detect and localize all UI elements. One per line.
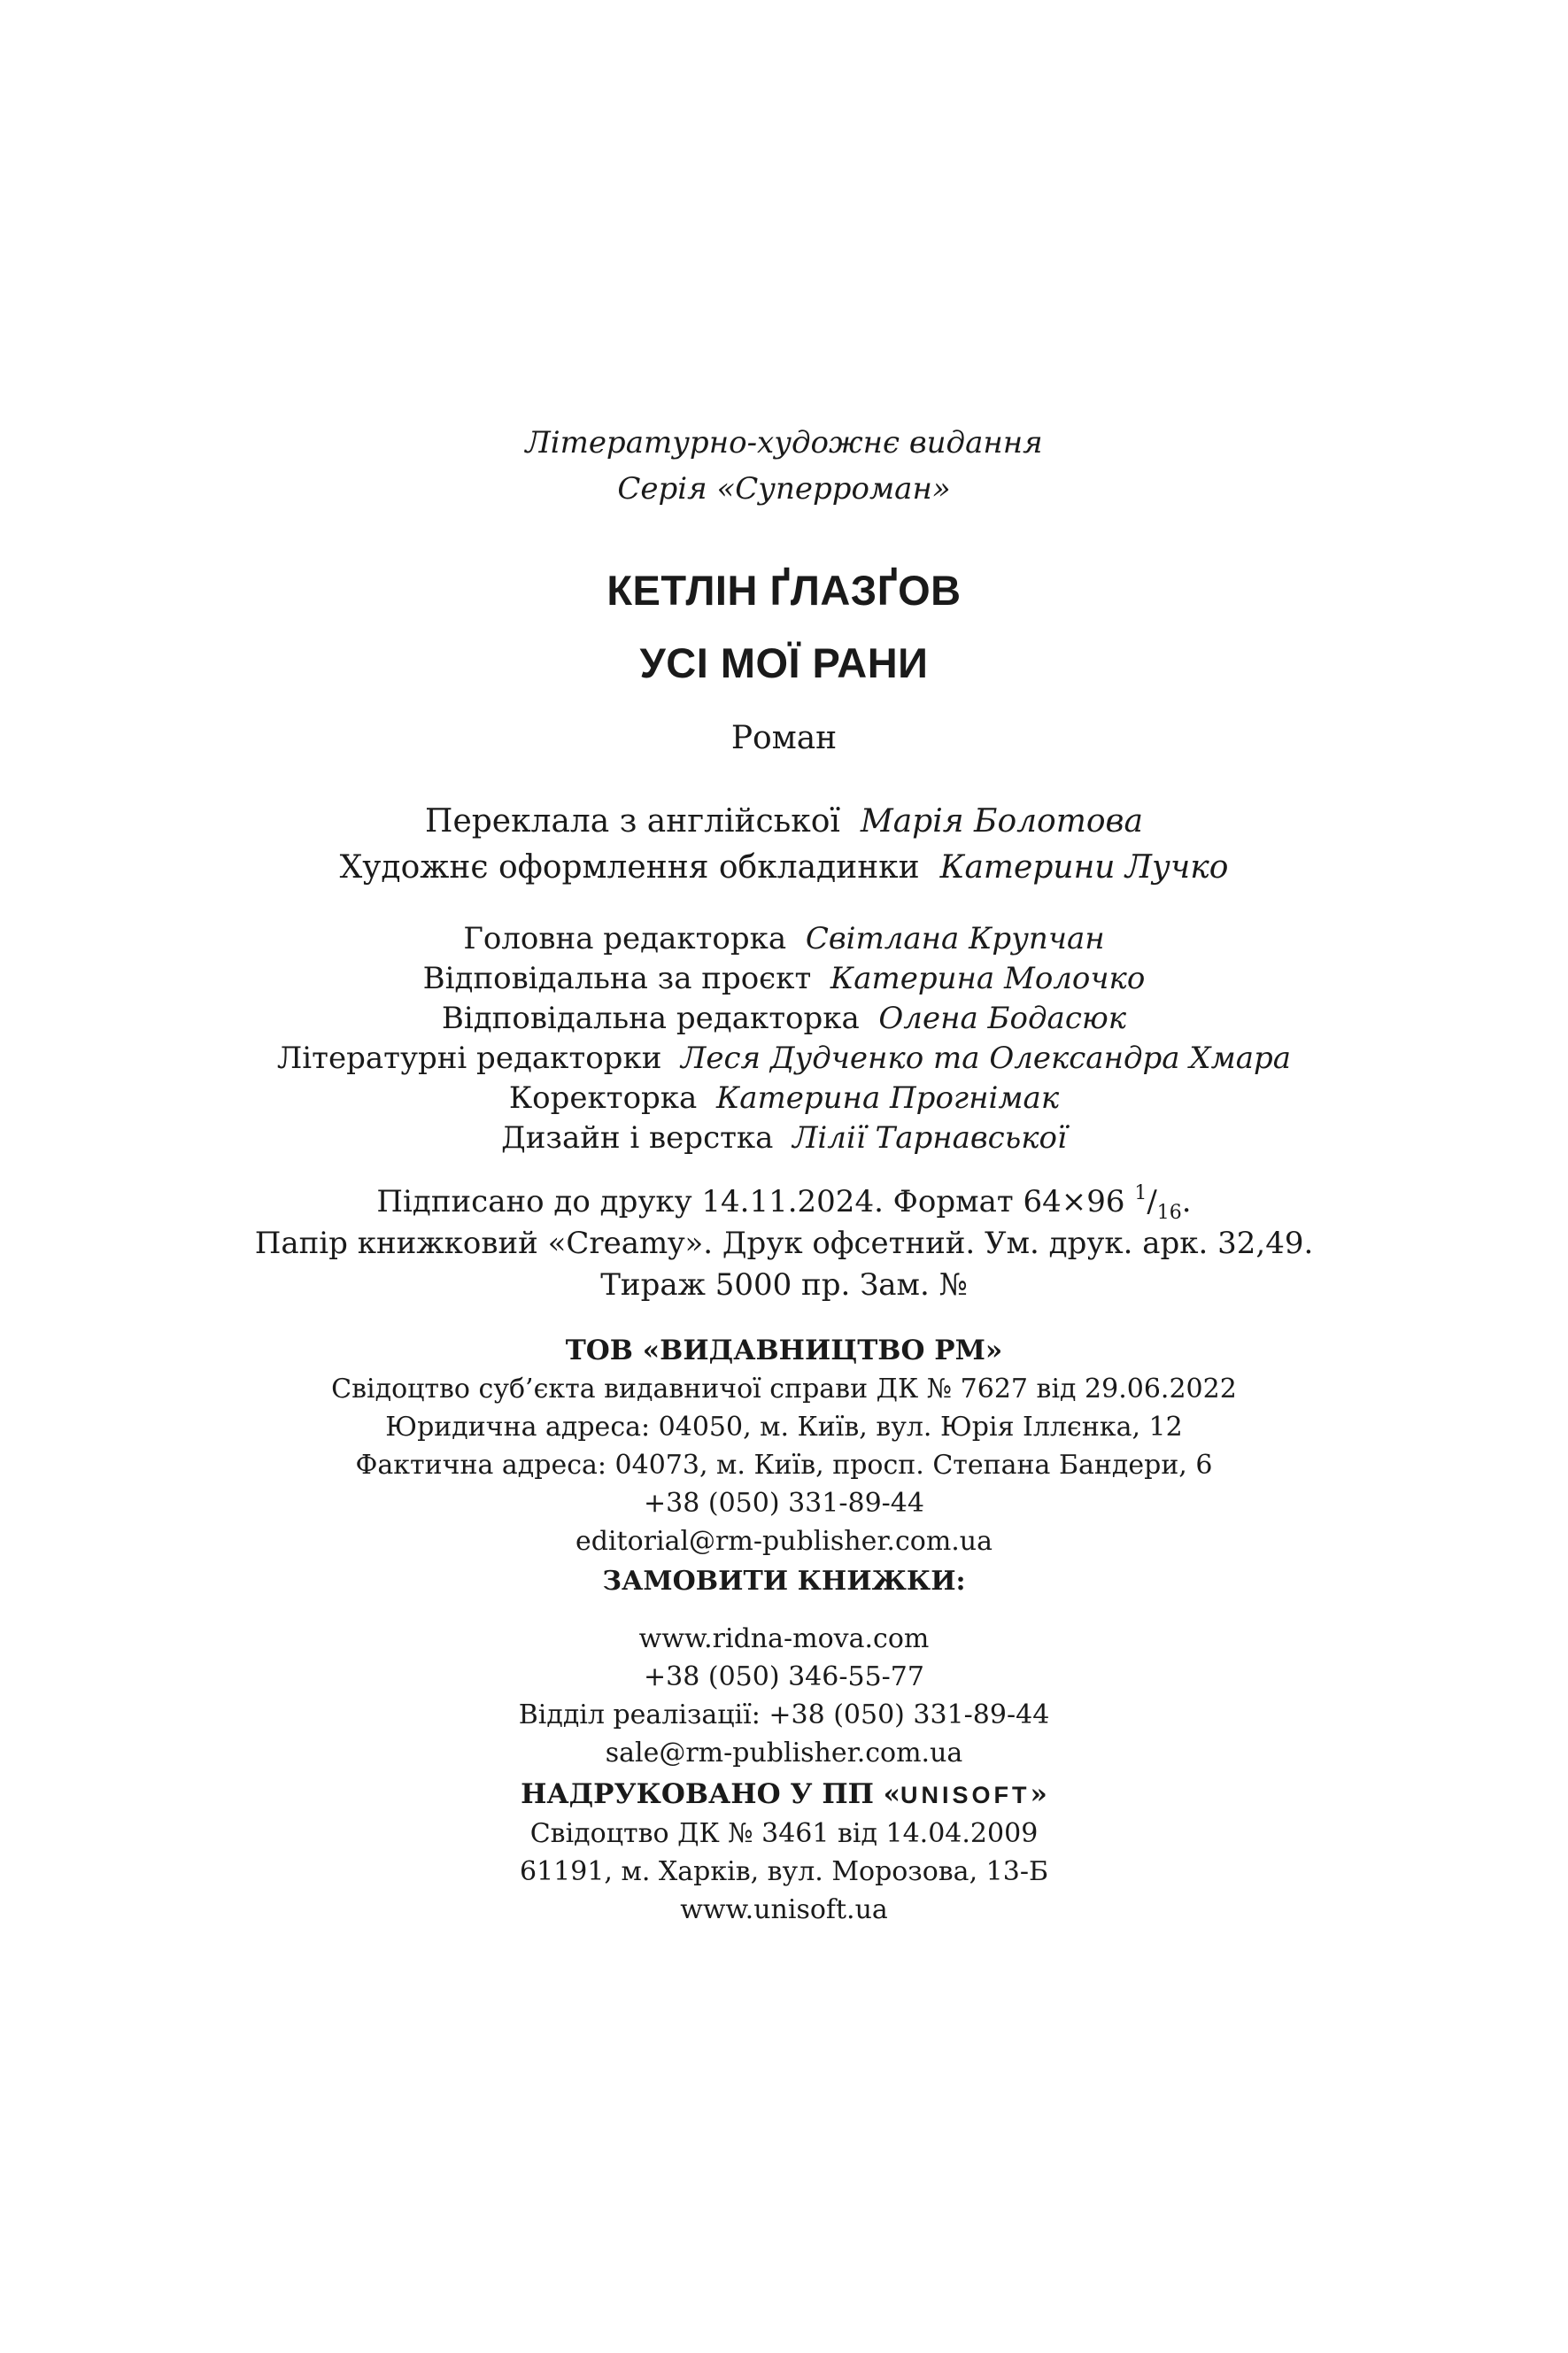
order-website: www.ridna-mova.com xyxy=(638,1623,930,1654)
editor-name: Олена Бодасюк xyxy=(878,1001,1127,1036)
editor-line xyxy=(0,999,1568,1039)
editor-role: Коректорка xyxy=(508,1080,698,1116)
format-denominator: 16 xyxy=(1156,1202,1182,1224)
translation-block xyxy=(0,799,1568,891)
translator-name: Марія Болотова xyxy=(860,803,1143,840)
printer-website: www.unisoft.ua xyxy=(680,1894,888,1925)
genre-block xyxy=(0,716,1568,762)
editor-role: Відповідальна редакторка xyxy=(441,1001,860,1036)
printer-block xyxy=(0,1776,1568,1929)
cover-line xyxy=(0,845,1568,891)
format-separator: / xyxy=(1147,1184,1157,1219)
editor-role: Відповідальна за проєкт xyxy=(422,961,812,996)
paper-line: Папір книжковий «Creamy». Друк офсетний. Ум. друк. арк. 32,49. xyxy=(254,1226,1314,1261)
printer-address: 61191, м. Харків, вул. Морозова, 13-Б xyxy=(519,1856,1048,1887)
format-end: . xyxy=(1181,1184,1192,1219)
publisher-legal-address: Юридична адреса: 04050, м. Київ, вул. Юрія Іллєнка, 12 xyxy=(385,1412,1183,1443)
order-phone: +38 (050) 346-55-77 xyxy=(644,1661,924,1692)
order-block xyxy=(0,1620,1568,1772)
order-heading-block xyxy=(0,1562,1568,1600)
editor-role: Дизайн і верстка xyxy=(501,1120,774,1156)
publisher-email: editorial@rm-publisher.com.ua xyxy=(575,1526,993,1557)
signed-line xyxy=(0,1181,1568,1223)
signed-text: Підписано до друку 14.11.2024. Формат 64×96 xyxy=(376,1184,1125,1219)
translator-line xyxy=(0,799,1568,845)
cover-label: Художнє оформлення обкладинки xyxy=(339,849,920,886)
editor-name: Катерина Молочко xyxy=(830,961,1146,996)
publisher-name: ТОВ «ВИДАВНИЦТВО РМ» xyxy=(565,1335,1003,1366)
publisher-actual-address: Фактична адреса: 04073, м. Київ, просп. Степана Бандери, 6 xyxy=(355,1450,1213,1481)
editor-role: Літературні редакторки xyxy=(276,1041,662,1076)
print-details-block xyxy=(0,1181,1568,1306)
editor-line xyxy=(0,1039,1568,1079)
printer-brand: UNISOFT xyxy=(900,1782,1031,1808)
publisher-block xyxy=(0,1332,1568,1560)
editor-line xyxy=(0,1079,1568,1118)
order-heading: ЗАМОВИТИ КНИЖКИ: xyxy=(602,1566,966,1597)
series-name: Серія «Суперроман» xyxy=(617,471,951,507)
printer-heading xyxy=(0,1776,1568,1815)
translated-label: Переклала з англійської xyxy=(425,803,840,840)
editor-line xyxy=(0,1118,1568,1158)
editor-name: Світлана Крупчан xyxy=(805,921,1105,956)
order-email: sale@rm-publisher.com.ua xyxy=(605,1738,963,1769)
editor-line xyxy=(0,959,1568,999)
editors-block xyxy=(0,919,1568,1158)
printer-certificate: Свідоцтво ДК № 3461 від 14.04.2009 xyxy=(529,1818,1039,1849)
editor-name: Катерина Прогнімак xyxy=(715,1080,1060,1116)
publisher-phone: +38 (050) 331-89-44 xyxy=(644,1488,924,1519)
title-block xyxy=(0,554,1568,700)
printer-heading-prefix: НАДРУКОВАНО У ПП « xyxy=(521,1778,901,1810)
editor-name: Лілії Тарнавської xyxy=(792,1120,1067,1156)
series-block xyxy=(0,420,1568,512)
circulation-line: Тираж 5000 пр. Зам. № xyxy=(600,1267,968,1303)
cover-artist: Катерини Лучко xyxy=(939,849,1229,886)
genre: Роман xyxy=(730,720,838,756)
publisher-certificate: Свідоцтво суб’єкта видавничої справи ДК № 7627 від 29.06.2022 xyxy=(331,1374,1237,1405)
author-name: КЕТЛІН ҐЛАЗҐОВ xyxy=(606,567,962,614)
format-numerator: 1 xyxy=(1134,1182,1147,1204)
editor-role: Головна редакторка xyxy=(463,921,787,956)
editor-line xyxy=(0,919,1568,959)
editor-name: Леся Дудченко та Олександра Хмара xyxy=(680,1041,1292,1076)
order-sales-line: Відділ реалізації: +38 (050) 331-89-44 xyxy=(518,1699,1050,1730)
printer-heading-suffix: » xyxy=(1030,1778,1047,1810)
book-title: УСІ МОЇ РАНИ xyxy=(639,639,929,686)
edition-type: Літературно-художнє видання xyxy=(525,425,1043,461)
